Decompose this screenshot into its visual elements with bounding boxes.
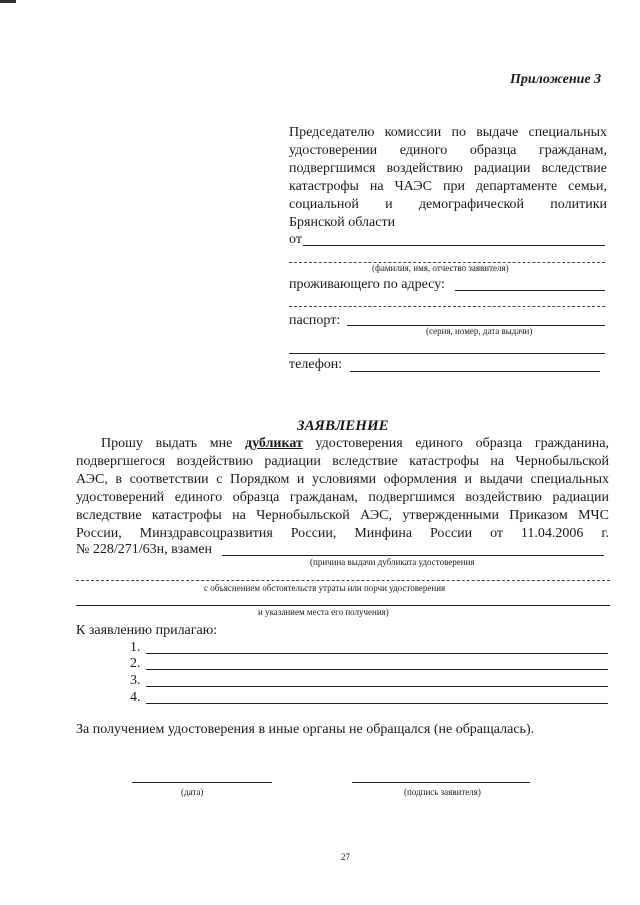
signature-field-line [352,782,530,783]
statement-line-7: № 228/271/63н, взамен [76,542,213,557]
reason-caption: (причина выдачи дубликата удостоверения [310,557,475,567]
attachment-line-2 [146,669,608,670]
fio-caption: (фамилия, имя, отчество заявителя) [372,263,509,273]
statement-line-2: подвергшегося воздействию радиации вследствие катастрофы на Чернобыльской [76,454,609,469]
page-number: 27 [341,852,350,862]
addressee-line-3: подвергшимся воздействию радиации вследствие [289,161,607,176]
date-field-line [132,782,272,783]
statement-line-1 [101,436,609,452]
phone-label: телефон: [289,357,343,372]
statement-title: ЗАЯВЛЕНИЕ [297,418,389,434]
place-field-line [76,605,610,606]
attachment-number-4: 4. [130,690,141,705]
addressee-line-5: социальной и демографической политики [289,197,607,212]
from-field-line [303,245,605,246]
addressee-line-2: удостоверении единого образца гражданам, [289,143,607,158]
duplicate-word: дубликат [245,436,303,451]
signature-caption: (подпись заявителя) [404,787,481,797]
declaration-text: За получением удостоверения в иные органы не обращался (не обращалась). [76,722,535,737]
from-label: от [289,232,302,247]
statement-line-3: АЭС, в соответствии с Порядком и условиями оформления и выдачи специальных [76,472,609,487]
place-caption: и указанием места его получения) [258,607,389,617]
attachment-line-4 [146,703,608,704]
date-caption: (дата) [181,787,204,797]
statement-line-6: России, Минздравсоцразвития России, Минфина России от 11.04.2006 г. [76,526,609,541]
address-field-line-2 [289,306,605,307]
statement-line-5: вследствие катастрофы на Чернобыльской АЭС, утвержденными Приказом МЧС [76,508,609,523]
statement-line-1-pre: Прошу выдать мне [101,436,233,451]
explanation-field-line [76,580,610,581]
attachments-label: К заявлению прилагаю: [76,623,218,638]
statement-line-1-post: удостоверения единого образца гражданина, [315,436,609,451]
addressee-line-1: Председателю комиссии по выдаче специальных [289,125,607,140]
explanation-caption: с объяснением обстоятельств утраты или порчи удостоверения [204,583,446,593]
statement-line-4: удостоверений единого образца гражданам, подвергшимся воздействию радиации [76,490,609,505]
scan-mark [0,0,16,3]
address-label: проживающего по адресу: [289,277,445,292]
addressee-line-6: Брянской области [289,215,396,230]
appendix-label: Приложение 3 [510,72,602,87]
attachment-number-2: 2. [130,656,141,671]
passport-label: паспорт: [289,313,341,328]
attachment-number-1: 1. [130,640,141,655]
reason-field-line [222,555,604,556]
attachment-line-3 [146,686,608,687]
attachment-line-1 [146,653,608,654]
attachment-number-3: 3. [130,673,141,688]
addressee-line-4: катастрофы на ЧАЭС при департаменте семьи, [289,179,607,194]
phone-field-line [350,371,600,372]
address-field-line [455,290,605,291]
passport-caption: (серия, номер, дата выдачи) [426,326,533,336]
passport-field-line-2 [289,353,605,354]
